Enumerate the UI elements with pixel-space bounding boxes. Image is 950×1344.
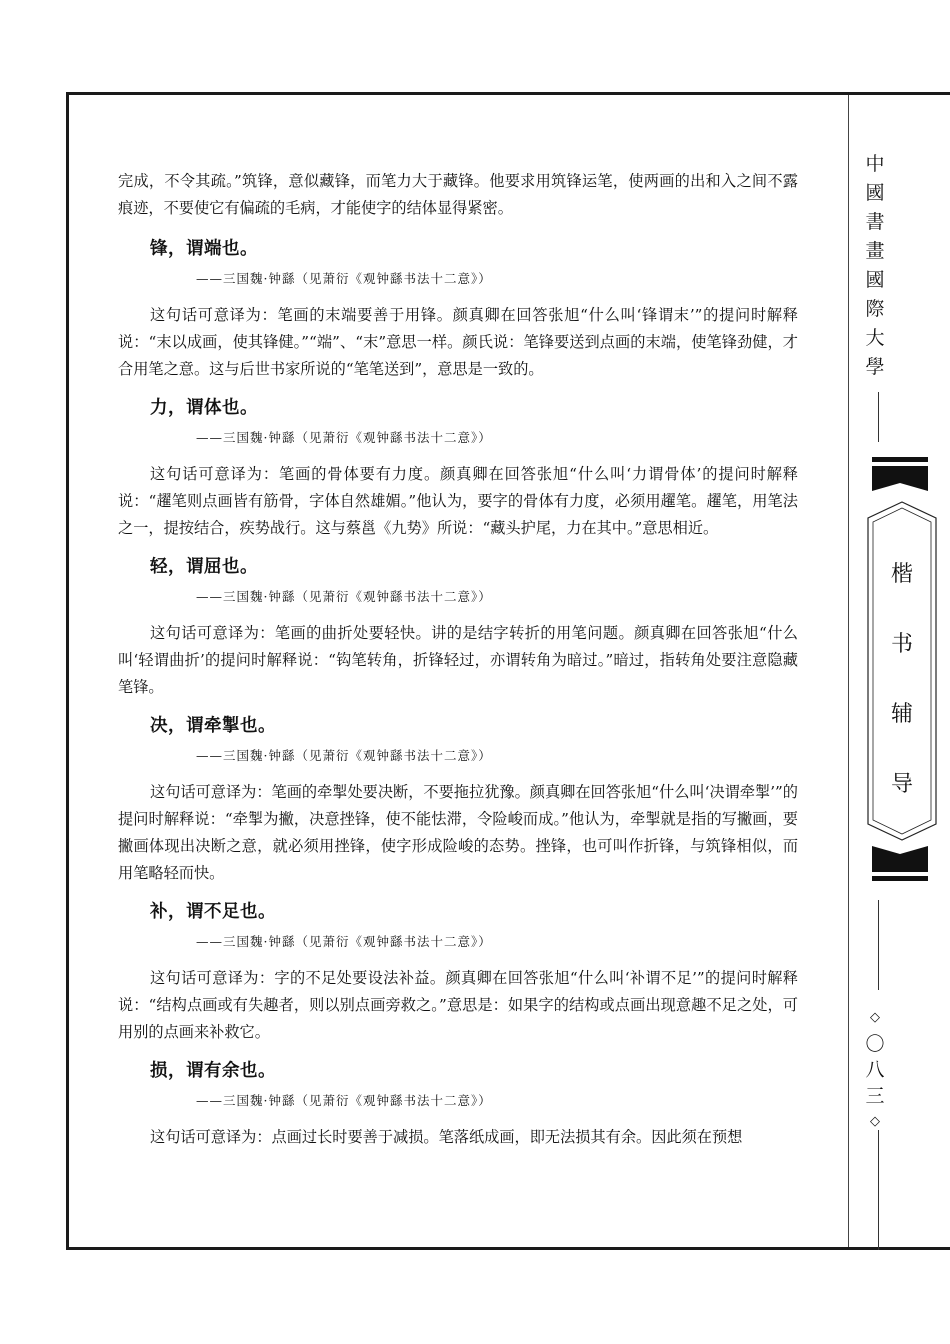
section-source: ——三国魏·钟繇（见萧衍《观钟繇书法十二意》） xyxy=(196,589,492,604)
page-number xyxy=(860,1005,890,1135)
title-char: 學 xyxy=(865,356,885,378)
section-body: 这句话可意译为：笔画的曲折处要轻快。讲的是结字转折的用笔问题。颜真卿在回答张旭“什么叫‘轻谓曲折’的提问时解释说：“钩笔转角，折锋轻过，亦谓转角为暗过。”暗过，指转角处要注意隐藏笔锋。 xyxy=(118,624,798,696)
section-label-char: 导 xyxy=(890,772,913,797)
title-char: 畫 xyxy=(865,240,885,262)
banner-top-ornament xyxy=(872,457,928,495)
sidebar-rule-top xyxy=(878,392,879,442)
section-qing xyxy=(118,552,798,701)
section-label-char: 辅 xyxy=(890,702,913,727)
intro-paragraph: 完成，不令其疏。”筑锋，意似藏锋，而笔力大于藏锋。他要求用筑锋运笔，使两画的出和入之间不露痕迹，不要使它有偏疏的毛病，才能使字的结体显得紧密。 xyxy=(118,172,798,217)
page-number-char: 三 xyxy=(865,1085,885,1107)
section-source: ——三国魏·钟繇（见萧衍《观钟繇书法十二意》） xyxy=(196,748,492,763)
page-number-char: 〇 xyxy=(865,1033,885,1055)
diamond-icon: ◇ xyxy=(870,1010,880,1025)
section-heading: 锋，谓端也。 xyxy=(150,239,258,259)
section-source: ——三国魏·钟繇（见萧衍《观钟繇书法十二意》） xyxy=(196,1093,492,1108)
section-heading: 损，谓有余也。 xyxy=(150,1061,276,1081)
section-heading: 决，谓牵掣也。 xyxy=(150,716,276,736)
title-char: 際 xyxy=(865,298,885,320)
title-char: 國 xyxy=(865,269,885,291)
section-bu xyxy=(118,897,798,1046)
sidebar-rule-bottom xyxy=(878,900,879,990)
section-li xyxy=(118,393,798,542)
section-source: ——三国魏·钟繇（见萧衍《观钟繇书法十二意》） xyxy=(196,934,492,949)
title-char: 書 xyxy=(865,211,885,233)
section-source: ——三国魏·钟繇（见萧衍《观钟繇书法十二意》） xyxy=(196,430,492,445)
sidebar-rule-end xyxy=(878,1130,879,1250)
section-label-char: 楷 xyxy=(890,562,913,587)
section-label xyxy=(866,540,938,820)
section-body: 这句话可意译为：笔画的骨体要有力度。颜真卿在回答张旭“什么叫‘力谓骨体’的提问时解释说：“趯笔则点画皆有筋骨，字体自然雄媚。”他认为，要字的骨体有力度，必须用趯笔。趯笔，用笔法之一，提按结合，疾势战行。这与蔡邕《九势》所说：“藏头护尾，力在其中。”意思相近。 xyxy=(118,465,798,537)
main-content xyxy=(118,168,798,1151)
section-body: 这句话可意译为：字的不足处要设法补益。颜真卿在回答张旭“什么叫‘补谓不足’”的提问时解释说：“结构点画或有失趣者，则以别点画旁救之。”意思是：如果字的结构或点画出现意趣不足之处，可用别的点画来补救它。 xyxy=(118,969,798,1041)
title-char: 國 xyxy=(865,182,885,204)
page-number-char: 八 xyxy=(865,1059,885,1081)
section-body: 这句话可意译为：笔画的末端要善于用锋。颜真卿在回答张旭“什么叫‘锋谓末’”的提问时解释说：“末以成画，使其锋健。”“端”、“末”意思一样。颜氏说：笔锋要送到点画的末端，使笔锋劲健，才合用笔之意。这与后世书家所说的“笔笔送到”，意思是一致的。 xyxy=(118,306,798,378)
section-body: 这句话可意译为：点画过长时要善于减损。笔落纸成画，即无法损其有余。因此须在预想 xyxy=(150,1128,743,1146)
section-feng xyxy=(118,234,798,383)
section-sun xyxy=(118,1056,798,1151)
title-char: 大 xyxy=(865,327,885,349)
section-heading: 力，谓体也。 xyxy=(150,398,258,418)
section-source: ——三国魏·钟繇（见萧衍《观钟繇书法十二意》） xyxy=(196,271,492,286)
section-body: 这句话可意译为：笔画的牵掣处要决断，不要拖拉犹豫。颜真卿在回答张旭“什么叫‘决谓牵掣’”的提问时解释说：“牵掣为撇，决意挫锋，使不能怯滞，令险峻而成。”他认为，牵掣就是指的写撇画，要撇画体现出决断之意，就必须用挫锋，使字形成险峻的态势。挫锋，也可叫作折锋，与筑锋相似，而用笔略轻而快。 xyxy=(118,783,798,882)
title-char: 中 xyxy=(865,153,885,175)
banner-bottom-ornament xyxy=(872,842,928,882)
sidebar-divider xyxy=(848,95,849,1247)
section-jue xyxy=(118,711,798,887)
section-label-char: 书 xyxy=(890,632,913,657)
section-heading: 轻，谓屈也。 xyxy=(150,557,258,577)
sidebar-school-title xyxy=(862,150,888,382)
diamond-icon: ◇ xyxy=(870,1114,880,1129)
section-heading: 补，谓不足也。 xyxy=(150,902,276,922)
